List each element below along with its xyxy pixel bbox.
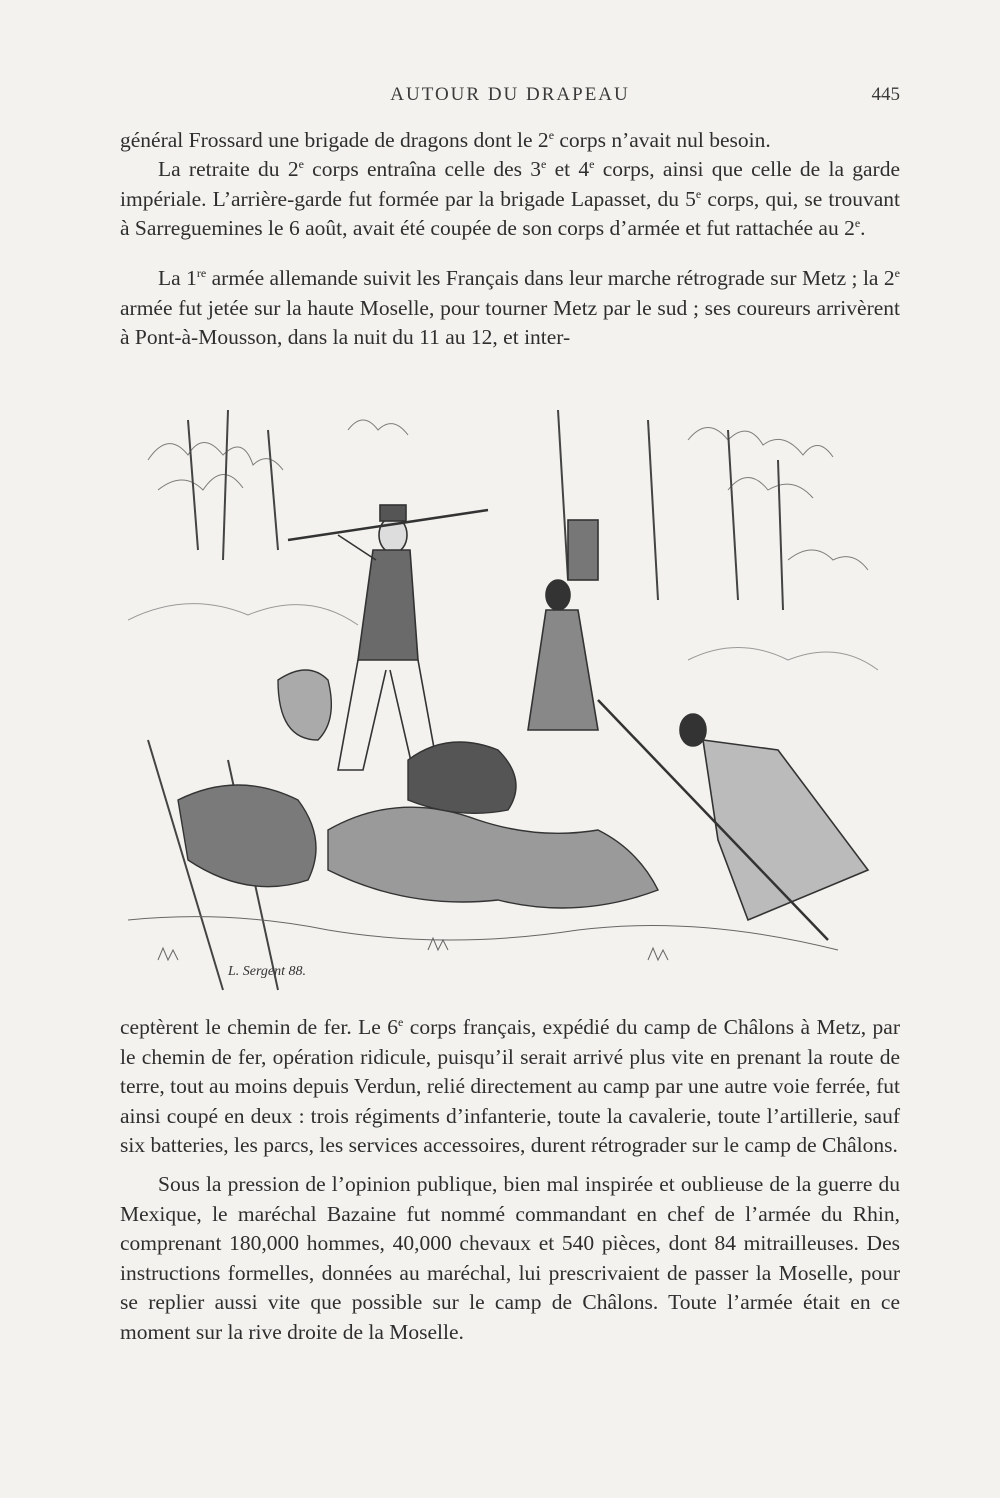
paragraph-5	[120, 1170, 900, 1347]
text-run: corps n’avait nul besoin.	[554, 128, 771, 152]
superscript: e	[398, 1015, 404, 1029]
superscript: e	[298, 157, 304, 171]
artist-signature: L. Sergent 88.	[228, 964, 307, 979]
ground-grass	[128, 917, 838, 960]
text-run: corps, ainsi que celle de la garde impériale. L’arrière-garde fut formée par la brigade Lapasset, du 5	[120, 157, 900, 211]
foliage	[148, 420, 868, 570]
smoke	[128, 604, 878, 670]
superscript: e	[894, 266, 900, 280]
battle-illustration	[128, 400, 888, 992]
text-run: La 1	[158, 266, 197, 290]
text-run: ceptèrent le chemin de fer. Le 6	[120, 1015, 399, 1039]
paragraph-1	[120, 126, 900, 156]
text-run: corps entraîna celle des 3	[303, 157, 541, 181]
text-run: corps français, expédié du camp de Châlons à Metz, par le chemin de fer, opération ridicule, puisqu’il serait arrivé plus vite en prenant la route de terre, tout au moins depuis Verdun, relié directement au camp par une autre voie ferrée, fut ainsi coupé en deux : trois régiments d’infanterie, toute la cavalerie, toute l’artillerie, sauf six batteries, les parcs, les services accessoires, durent rétrograder sur le camp de Châlons.	[120, 1015, 900, 1157]
paragraph-4	[120, 1013, 900, 1161]
text-run: .	[860, 216, 866, 240]
text-run: La retraite du 2	[158, 157, 299, 181]
running-head	[120, 80, 900, 110]
text-run: et 4	[546, 157, 590, 181]
superscript: e	[589, 157, 595, 171]
superscript: e	[541, 157, 547, 171]
paragraph-3	[120, 264, 900, 353]
running-title: AUTOUR DU DRAPEAU	[390, 84, 630, 105]
engraving-drawing	[128, 400, 888, 992]
text-run: Sous la pression de l’opinion publique, bien mal inspirée et oublieuse de la guerre du Mexique, le maréchal Bazaine fut nommé commandant en chef de l’armée du Rhin, comprenant 180,000 hommes, 40,000 chevaux et 540 pièces, dont 84 mitrailleuses. Des instructions formelles, données au maréchal, lui prescrivaient de passer la Moselle, pour se replier aussi vite que possible sur le camp de Châlons. Toute l’armée était en ce moment sur la rive droite de la Moselle.	[120, 1172, 900, 1344]
superscript: re	[196, 266, 207, 280]
superscript: e	[854, 216, 861, 230]
text-run: corps, qui, se trouvant à Sarreguemines le 6 août, avait été coupée de son corps d’armée et fut rattachée au 2	[120, 186, 901, 240]
tree-trunks	[148, 410, 783, 990]
page-number: 445	[871, 84, 900, 105]
superscript: e	[548, 128, 555, 142]
text-run: général Frossard une brigade de dragons dont le 2	[120, 128, 549, 152]
text-run: armée fut jetée sur la haute Moselle, pour tourner Metz par le sud ; ses coureurs arrivèrent à Pont-à-Mousson, dans la nuit du 11 au 12, et inter-	[120, 295, 900, 349]
paragraph-2	[120, 155, 900, 244]
text-run: armée allemande suivit les Français dans leur marche rétrograde sur Metz ; la 2	[206, 266, 895, 290]
superscript: e	[695, 186, 702, 201]
